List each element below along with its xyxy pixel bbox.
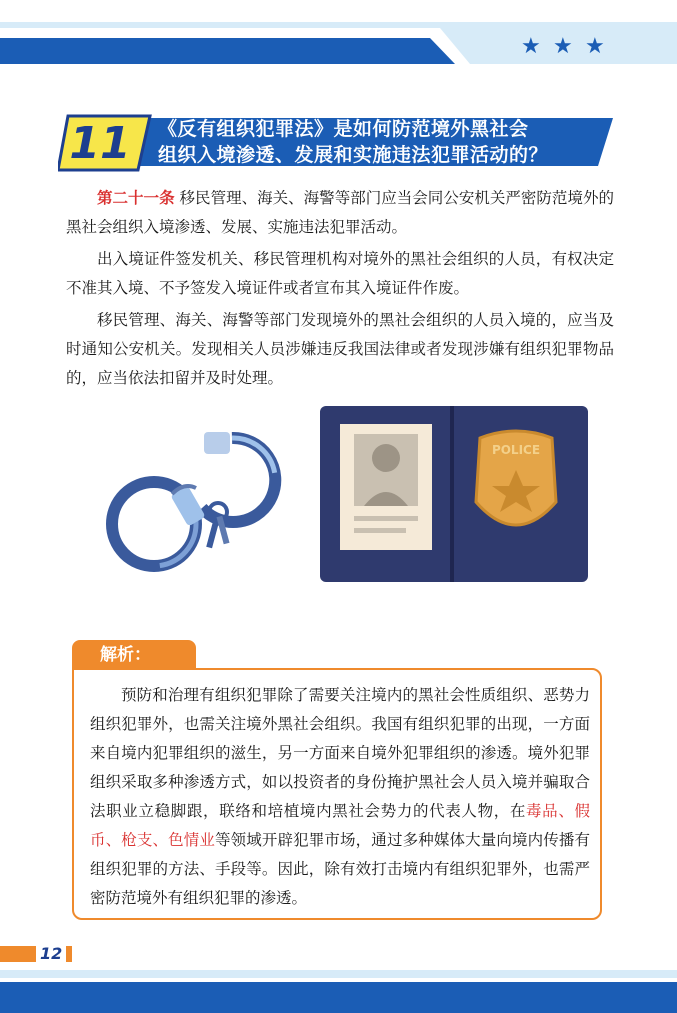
- analysis-highlight: 毒品、假币、枪支、色情业: [90, 802, 590, 849]
- star-icon: ★: [585, 34, 605, 59]
- bottom-banner: [0, 968, 677, 1013]
- analysis-text-run: 等领域开辟犯罪市场，通过多种媒体大量向境内传播有组织犯罪的方法、手段等。因此，除有效打击境内有组织犯罪外，也需严密防范境外有组织犯罪的渗透。: [90, 831, 590, 907]
- rating-stars: [521, 36, 607, 58]
- illustration: [92, 398, 602, 588]
- question-title-line: 组织入境渗透、发展和实施违法犯罪活动的？: [158, 144, 549, 166]
- page-number-bar: [0, 946, 36, 962]
- question-title: [158, 116, 618, 168]
- article-text: [66, 184, 614, 396]
- analysis-text-run: 预防和治理有组织犯罪除了需要关注境内的黑社会性质组织、恶势力组织犯罪外，也需关注境外黑社会组织。我国有组织犯罪的出现，一方面来自境内犯罪组织的滋生，另一方面来自境外犯罪组织的渗透。境外犯罪组织采取多种渗透方式，如以投资者的身份掩护黑社会人员入境并骗取合法职业立稳脚跟，联络和培植境内黑社会势力的代表人物，在: [90, 686, 590, 820]
- article-paragraph: [66, 184, 614, 242]
- question-header: [58, 112, 618, 172]
- question-number: 11: [69, 118, 131, 169]
- badge-label: POLICE: [491, 443, 541, 457]
- star-icon: ★: [521, 34, 541, 59]
- page-footer: [0, 944, 677, 964]
- page-number: 12: [40, 944, 63, 963]
- analysis-tab: 解析：: [72, 640, 196, 670]
- page-number-tick: [66, 946, 72, 962]
- article-paragraph: 移民管理、海关、海警等部门发现境外的黑社会组织的人员入境的，应当及时通知公安机关。发现相关人员涉嫌违反我国法律或者发现涉嫌有组织犯罪物品的，应当依法扣留并及时处理。: [66, 311, 614, 387]
- analysis-text: [90, 681, 590, 913]
- handcuffs-icon: [112, 432, 275, 566]
- question-title-line: 《反有组织犯罪法》是如何防范境外黑社会: [158, 118, 529, 140]
- star-icon: ★: [553, 34, 573, 59]
- police-id-wallet: [320, 406, 588, 582]
- article-paragraph: 出入境证件签发机关、移民管理机构对境外的黑社会组织的人员，有权决定不准其入境、不予签发入境证件或者宣布其入境证件作废。: [66, 250, 614, 297]
- article-text-run: 移民管理、海关、海警等部门应当会同公安机关严密防范境外的黑社会组织入境渗透、发展、实施违法犯罪活动。: [66, 189, 614, 236]
- article-lead: 第二十一条: [97, 189, 175, 207]
